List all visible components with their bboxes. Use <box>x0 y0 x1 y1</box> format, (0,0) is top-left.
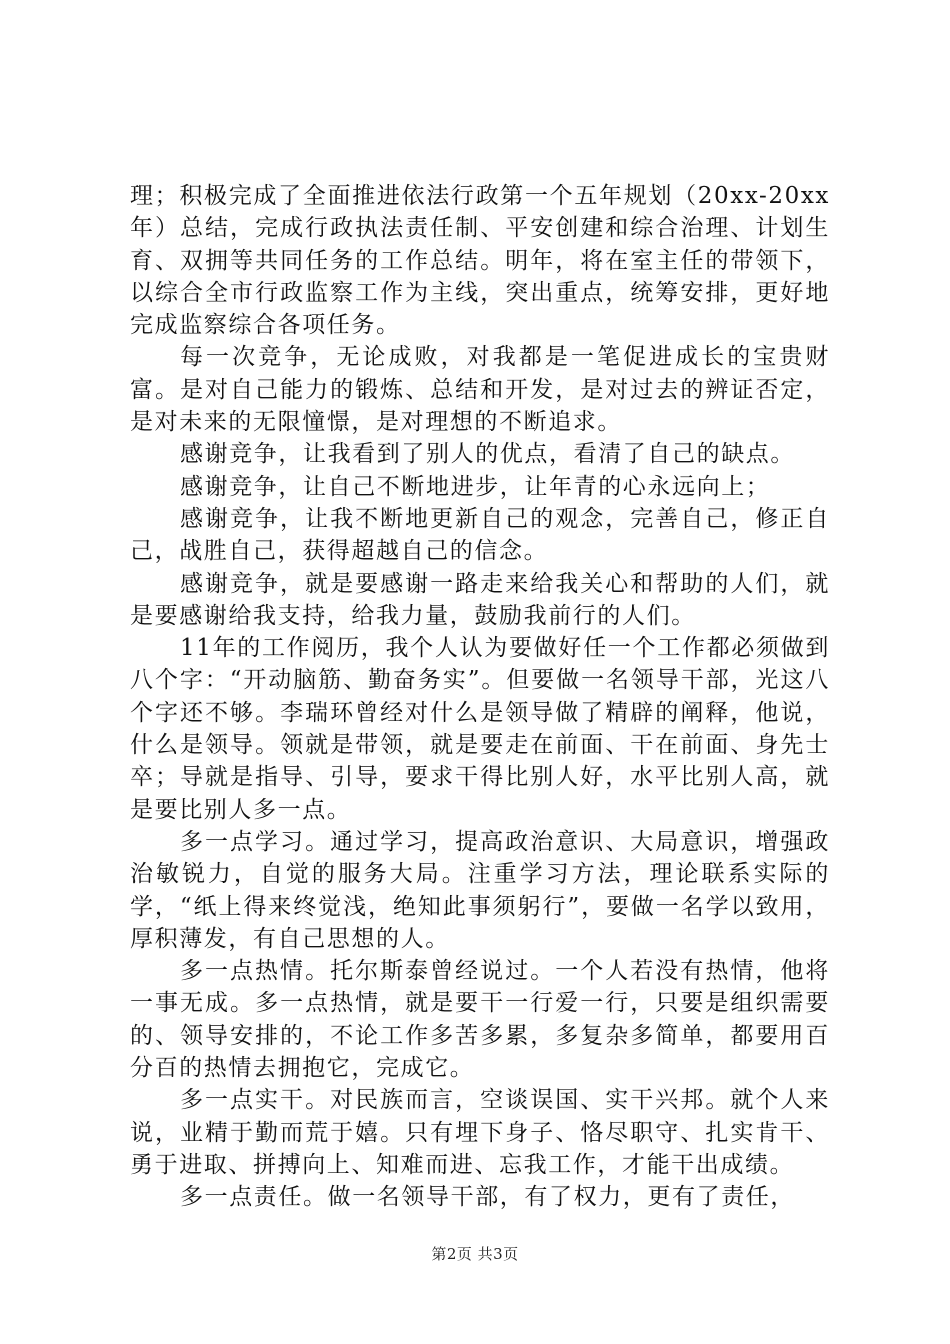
document-body <box>130 180 830 1214</box>
paragraph-thanks-3: 感谢竞争，让我不断地更新自己的观念，完善自己，修正自己，战胜自己，获得超越自己的信念。 <box>130 505 830 565</box>
paragraph-continued: 理；积极完成了全面推进依法行政第一个五年规划（20xx-20xx年）总结，完成行政执法责任制、平安创建和综合治理、计划生育、双拥等共同任务的工作总结。明年，将在室主任的带领下，以综合全市行政监察工作为主线，突出重点，统筹安排，更好地完成监察综合各项任务。 <box>130 183 830 339</box>
paragraph-more-learning: 多一点学习。通过学习，提高政治意识、大局意识，增强政治敏锐力，自觉的服务大局。注重学习方法，理论联系实际的学，“纸上得来终觉浅，绝知此事须躬行”，要做一名学以致用，厚积薄发，有自己思想的人。 <box>130 828 830 952</box>
paragraph-competition-value: 每一次竞争，无论成败，对我都是一笔促进成长的宝贵财富。是对自己能力的锻炼、总结和开发，是对过去的辨证否定，是对未来的无限憧憬，是对理想的不断追求。 <box>130 344 830 436</box>
paragraph-thanks-1: 感谢竞争，让我看到了别人的优点，看清了自己的缺点。 <box>180 441 795 468</box>
paragraph-thanks-4: 感谢竞争，就是要感谢一路走来给我关心和帮助的人们，就是要感谢给我支持，给我力量，鼓励我前行的人们。 <box>130 570 830 629</box>
paragraph-more-responsibility: 多一点责任。做一名领导干部，有了权力，更有了责任， <box>180 1184 795 1211</box>
page-number: 第2页 共3页 <box>431 1245 519 1263</box>
paragraph-thanks-2: 感谢竞争，让自己不断地进步，让年青的心永远向上； <box>180 473 771 500</box>
paragraph-more-passion: 多一点热情。托尔斯泰曾经说过。一个人若没有热情，他将一事无成。多一点热情，就是要干一行爱一行，只要是组织需要的、领导安排的，不论工作多苦多累，多复杂多简单，都要用百分百的热情去拥抱它，完成它。 <box>130 958 830 1082</box>
page-footer <box>0 1243 950 1264</box>
paragraph-experience: 11年的工作阅历，我个人认为要做好任一个工作都必须做到八个字：“开动脑筋、勤奋务实”。但要做一名领导干部，光这八个字还不够。李瑞环曾经对什么是领导做了精辟的阐释，他说，什么是领导。领就是带领，就是要走在前面、干在前面、身先士卒；导就是指导、引导，要求干得比别人好，水平比别人高，就是要比别人多一点。 <box>130 635 830 823</box>
paragraph-more-action: 多一点实干。对民族而言，空谈误国、实干兴邦。就个人来说，业精于勤而荒于嬉。只有埋下身子、恪尽职守、扎实肯干、勇于进取、拼搏向上、知难而进、忘我工作，才能干出成绩。 <box>130 1087 830 1178</box>
